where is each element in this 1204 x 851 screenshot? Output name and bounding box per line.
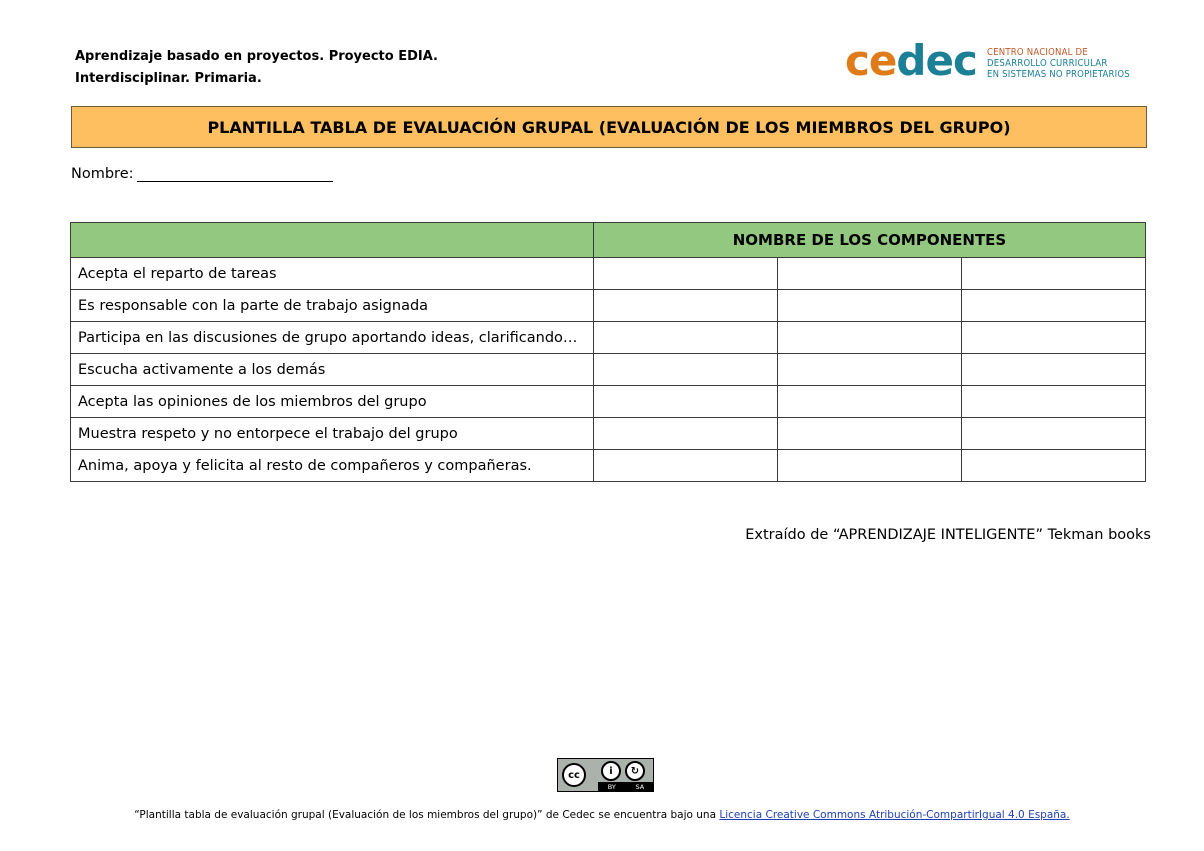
header-line-1: Aprendizaje basado en proyectos. Proyecto EDIA.	[75, 49, 438, 64]
logo-word-part-1: ce	[845, 36, 897, 85]
evaluation-cell	[778, 418, 962, 450]
evaluation-cell	[594, 290, 778, 322]
evaluation-cell	[778, 386, 962, 418]
cc-sa-label: SA	[635, 782, 645, 791]
table-row	[71, 386, 1146, 418]
evaluation-cell	[962, 290, 1146, 322]
evaluation-cell	[778, 450, 962, 482]
page-title: PLANTILLA TABLA DE EVALUACIÓN GRUPAL (EVALUACIÓN DE LOS MIEMBROS DEL GRUPO)	[71, 106, 1147, 148]
criterion-cell: Muestra respeto y no entorpece el trabajo del grupo	[71, 418, 594, 450]
cc-icon: cc	[562, 763, 586, 787]
license-link[interactable]: Licencia Creative Commons Atribución-CompartirIgual 4.0 España.	[719, 809, 1070, 821]
evaluation-cell	[594, 450, 778, 482]
cedec-logo-word	[845, 38, 977, 84]
criterion-cell: Participa en las discusiones de grupo aportando ideas, clarificando…	[71, 322, 594, 354]
criterion-cell: Es responsable con la parte de trabajo asignada	[71, 290, 594, 322]
evaluation-cell	[962, 386, 1146, 418]
evaluation-cell	[962, 354, 1146, 386]
evaluation-cell	[594, 418, 778, 450]
table-row	[71, 450, 1146, 482]
evaluation-cell	[778, 290, 962, 322]
header-line-2: Interdisciplinar. Primaria.	[75, 71, 262, 86]
evaluation-table	[70, 222, 1146, 482]
evaluation-cell	[594, 386, 778, 418]
evaluation-cell	[962, 258, 1146, 290]
criterion-cell: Acepta el reparto de tareas	[71, 258, 594, 290]
criterion-cell: Acepta las opiniones de los miembros del grupo	[71, 386, 594, 418]
creative-commons-badge[interactable]	[557, 758, 654, 792]
logo-tag-line-2: DESARROLLO CURRICULAR	[987, 58, 1108, 69]
table-header-row	[71, 223, 1146, 258]
evaluation-cell	[962, 450, 1146, 482]
table-row	[71, 418, 1146, 450]
evaluation-cell	[778, 322, 962, 354]
license-text: “Plantilla tabla de evaluación grupal (Evaluación de los miembros del grupo)” de Cedec se encuentra bajo una	[134, 809, 717, 821]
name-field	[71, 165, 333, 182]
license-notice	[0, 809, 1204, 821]
components-header: NOMBRE DE LOS COMPONENTES	[594, 223, 1146, 258]
criteria-header-cell	[71, 223, 594, 258]
cc-by-label: BY	[607, 782, 616, 791]
document-header	[75, 46, 438, 90]
source-credit: Extraído de “APRENDIZAJE INTELIGENTE” Tekman books	[745, 527, 1151, 543]
table-row	[71, 258, 1146, 290]
logo-tag-line-1: CENTRO NACIONAL DE	[987, 47, 1088, 58]
table-row	[71, 354, 1146, 386]
evaluation-cell	[778, 258, 962, 290]
criterion-cell: Anima, apoya y felicita al resto de compañeros y compañeras.	[71, 450, 594, 482]
logo-word-part-2: dec	[896, 36, 977, 85]
cc-badge-strip	[598, 782, 654, 791]
evaluation-cell	[594, 258, 778, 290]
evaluation-cell	[962, 322, 1146, 354]
evaluation-cell	[962, 418, 1146, 450]
name-label: Nombre:	[71, 166, 134, 182]
criterion-cell: Escucha activamente a los demás	[71, 354, 594, 386]
name-blank-line	[137, 165, 333, 182]
share-alike-icon: ↻	[625, 761, 645, 781]
evaluation-cell	[594, 322, 778, 354]
evaluation-cell	[778, 354, 962, 386]
table-row	[71, 290, 1146, 322]
attribution-icon: i	[601, 761, 621, 781]
evaluation-cell	[594, 354, 778, 386]
table-row	[71, 322, 1146, 354]
logo-tag-line-3: EN SISTEMAS NO PROPIETARIOS	[987, 69, 1130, 80]
cedec-logo-tagline	[987, 47, 1157, 80]
